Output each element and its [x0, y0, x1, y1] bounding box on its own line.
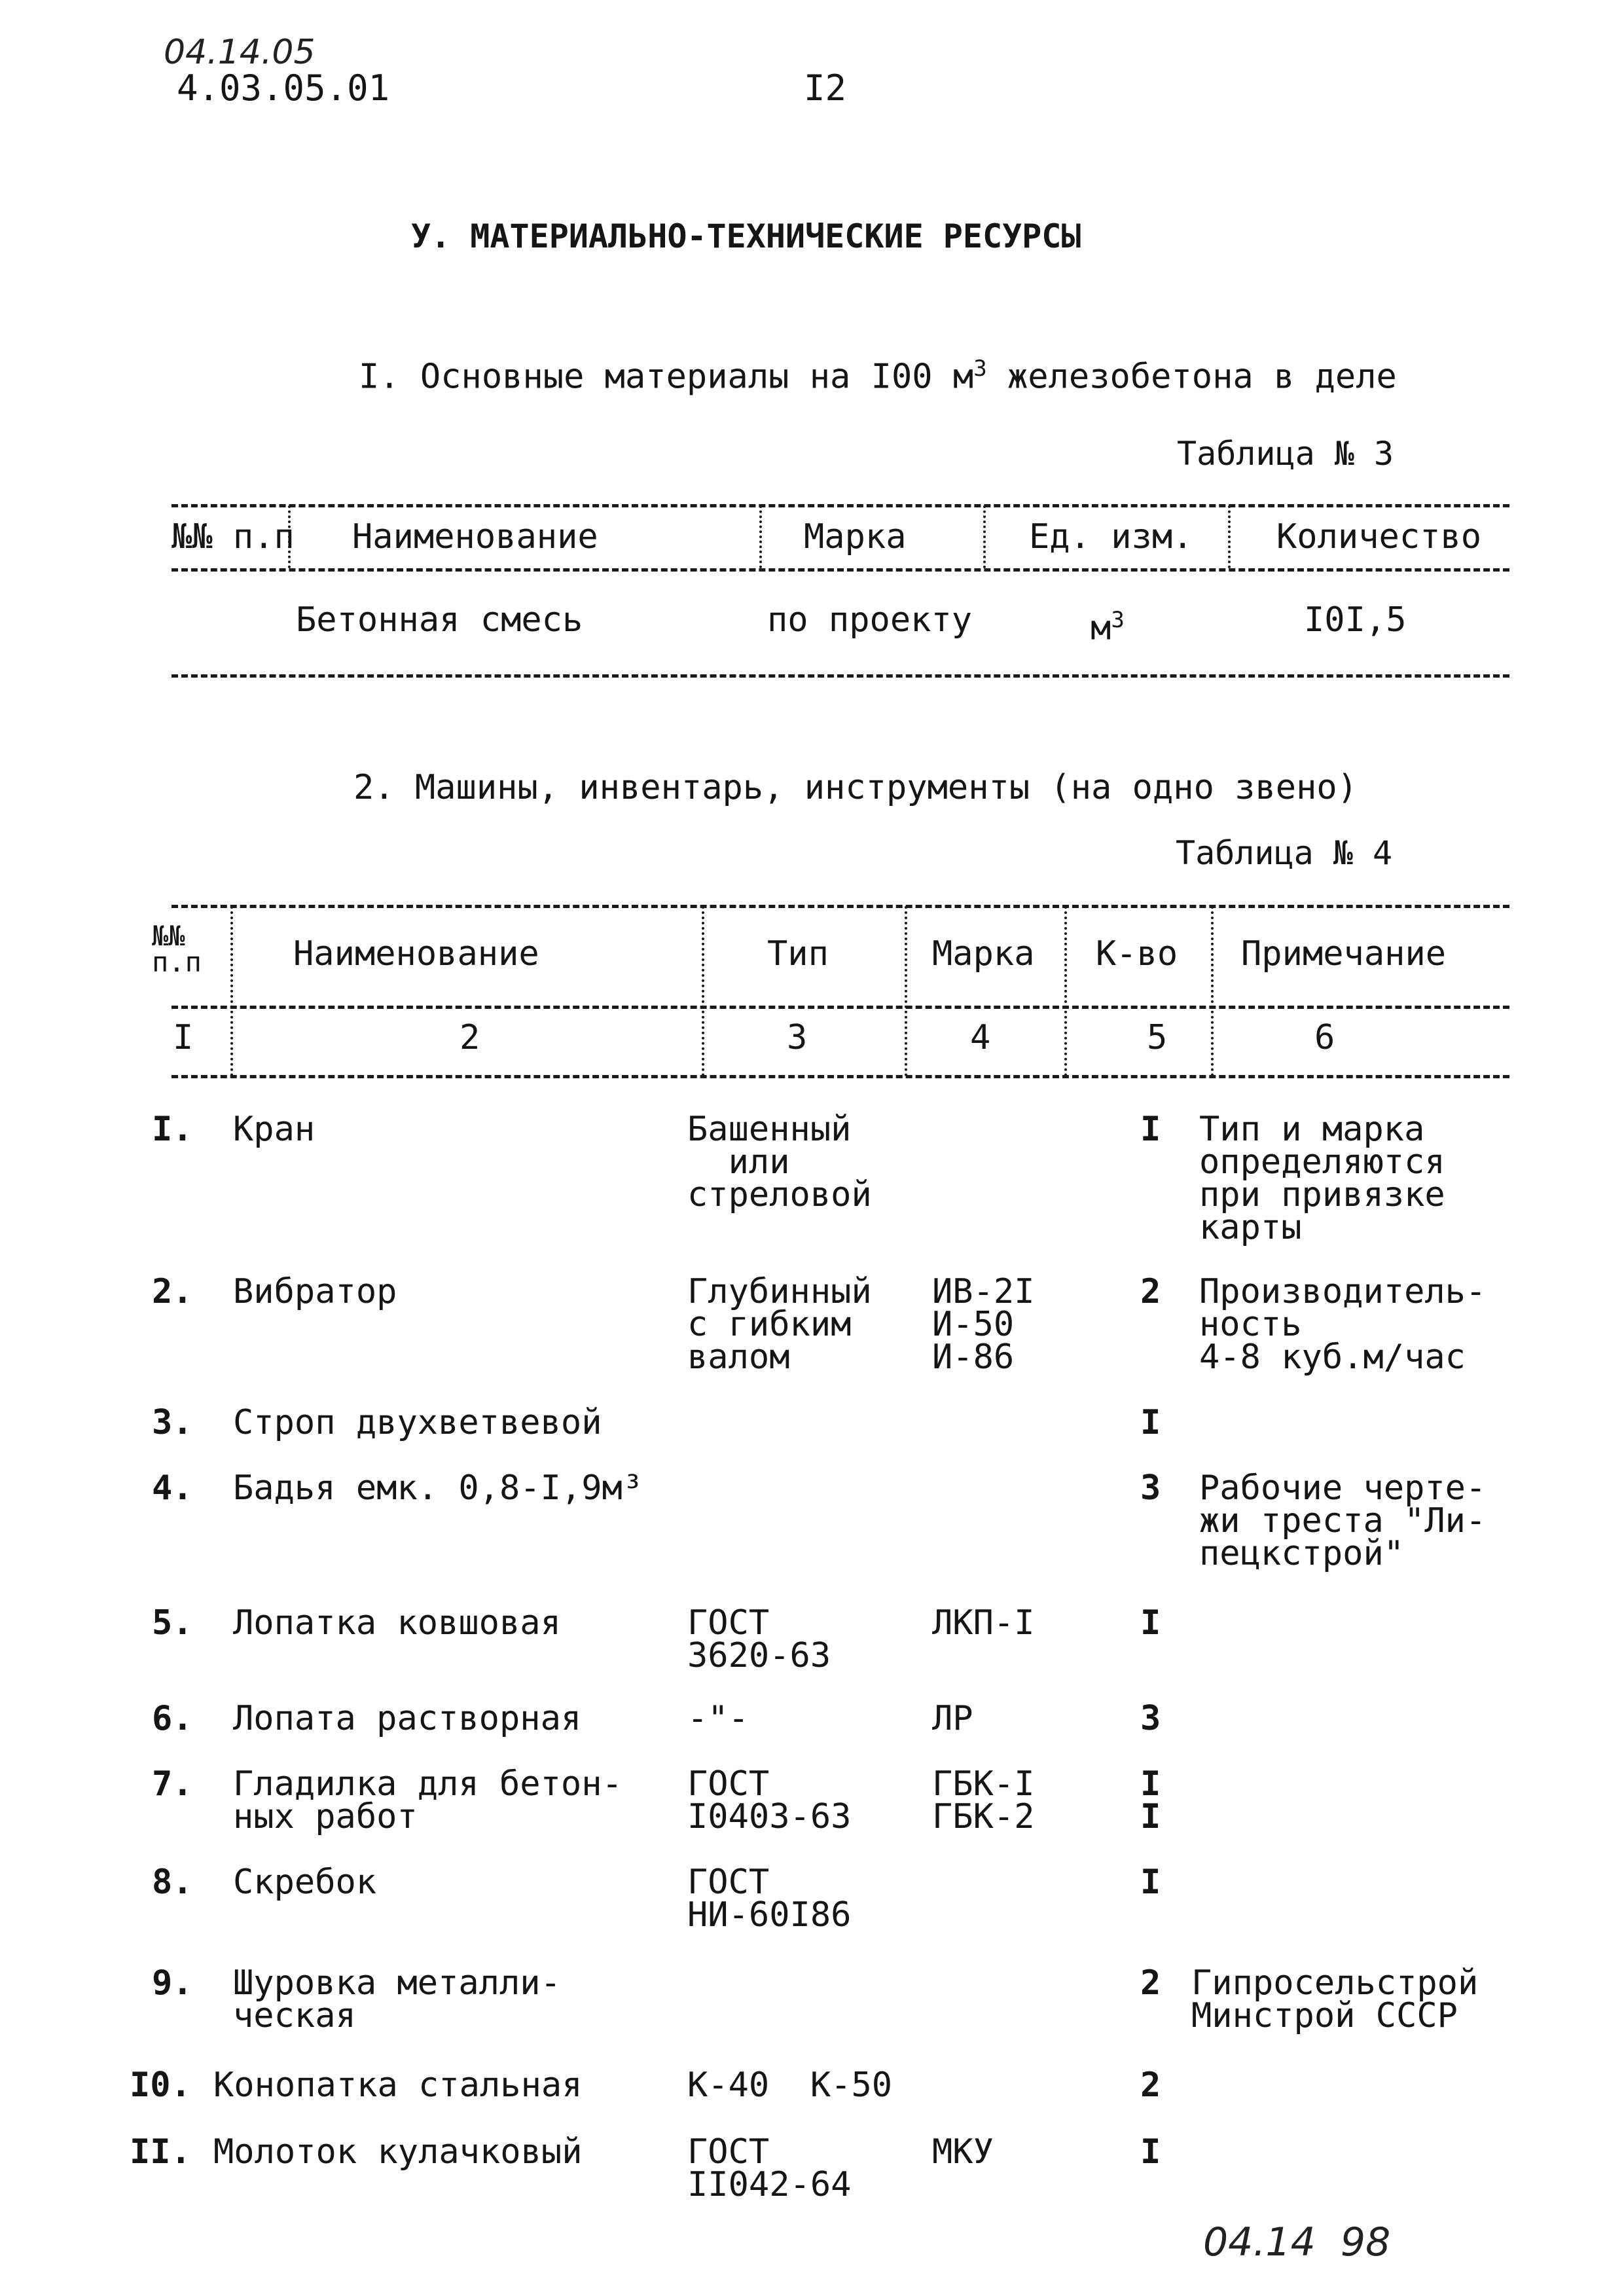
row-count: I [1140, 1403, 1161, 1442]
row-count: 2 [1140, 1963, 1161, 2003]
row-number: 3. [152, 1403, 193, 1442]
page-number: I2 [804, 67, 847, 109]
row-name: Строп двухветвевой [233, 1403, 602, 1442]
table4-col-sep [230, 906, 233, 1076]
table3-row-name: Бетонная смесь [296, 600, 583, 640]
table3-row-mark: по проекту [767, 600, 973, 640]
table4-numbers-rule [171, 1075, 1509, 1078]
row-count: I [1140, 1863, 1161, 1902]
table4-col-sep [702, 906, 704, 1076]
row-note: Производитель- ность 4-8 куб.м/час [1199, 1272, 1487, 1377]
document-code: 4.03.05.01 [177, 67, 390, 109]
table4-col-sep [1211, 906, 1214, 1076]
row-mark: МКУ [932, 2132, 994, 2172]
subsection-1-sup: 3 [973, 355, 987, 382]
row-count: I [1140, 2132, 1161, 2172]
row-type: ГОСТ 3620-63 [687, 1603, 831, 1675]
table4-col-number-1: I [173, 1018, 194, 1057]
row-number: I0. [130, 2066, 191, 2105]
table3-header-mark: Марка [804, 517, 907, 556]
table3-top-rule [171, 504, 1509, 507]
row-count: I [1140, 1603, 1161, 1643]
table4-header-mark: Марка [932, 934, 1035, 974]
row-type: Глубинный с гибким валом [687, 1272, 872, 1377]
row-type: -"- [687, 1699, 749, 1738]
table3-header-rule [171, 568, 1509, 572]
row-type: ГОСТ НИ-60I86 [687, 1863, 852, 1935]
row-mark: ГБК-I ГБК-2 [932, 1764, 1035, 1836]
table3-header-qty: Количество [1276, 517, 1482, 556]
table3-header-unit: Ед. изм. [1029, 517, 1193, 556]
row-name: Конопатка стальная [213, 2066, 583, 2105]
row-number: 2. [152, 1272, 193, 1311]
row-number: 7. [152, 1764, 193, 1804]
row-note: Тип и марка определяются при привязке карты [1199, 1110, 1445, 1247]
row-count: 2 [1140, 1272, 1161, 1311]
handwritten-code: 04.14.05 [164, 33, 316, 72]
row-note: Гипросельстрой Минстрой СССР [1191, 1963, 1479, 2035]
row-name: Кран [233, 1110, 316, 1149]
table4-header-count: К-во [1096, 934, 1178, 974]
subsection-1-text: I. Основные материалы на I00 м [359, 357, 974, 397]
row-number: 4. [152, 1468, 193, 1508]
table4-col-number-3: 3 [787, 1018, 808, 1057]
row-count: I I [1140, 1764, 1161, 1836]
row-number: II. [130, 2132, 191, 2172]
table3-bottom-rule [171, 674, 1509, 678]
table4-header-num: №№ п.п [152, 920, 202, 978]
row-number: 5. [152, 1603, 193, 1643]
table3-col-sep [1228, 505, 1231, 568]
row-type: ГОСТ I0403-63 [687, 1764, 852, 1836]
row-name: Скребок [233, 1863, 377, 1902]
row-mark: ИВ-2I И-50 И-86 [932, 1272, 1035, 1377]
row-name: Шуровка металли- ческая [233, 1963, 561, 2035]
table3-header-name: Наименование [352, 517, 598, 556]
table4-header-name: Наименование [293, 934, 539, 974]
row-name: Молоток кулачковый [213, 2132, 583, 2172]
row-count: 3 [1140, 1468, 1161, 1508]
table4-col-sep [905, 906, 907, 1076]
row-name: Лопатка ковшовая [233, 1603, 561, 1643]
table4-header-rule [171, 1006, 1509, 1009]
table3-header-num: №№ п.п [171, 517, 295, 556]
row-number: 8. [152, 1863, 193, 1902]
table4-col-number-4: 4 [970, 1018, 991, 1057]
row-count: I [1140, 1110, 1161, 1149]
row-note: Рабочие черте- жи треста "Ли- пецкстрой" [1199, 1468, 1487, 1573]
table4-col-number-6: 6 [1314, 1018, 1335, 1057]
table3-label: Таблица № 3 [1177, 435, 1394, 473]
row-mark: ЛР [932, 1699, 973, 1738]
row-number: I. [152, 1110, 193, 1149]
section-title: У. МАТЕРИАЛЬНО-ТЕХНИЧЕСКИЕ РЕСУРСЫ [411, 217, 1081, 255]
table4-label: Таблица № 4 [1176, 834, 1393, 872]
table4-header-note: Примечание [1241, 934, 1447, 974]
row-name: Гладилка для бетон- ных работ [233, 1764, 623, 1836]
row-number: 9. [152, 1963, 193, 2003]
subsection-1-text-after: железобетона в деле [1007, 357, 1397, 397]
table3-row-unit-sup: 3 [1111, 607, 1125, 633]
subsection-1-title [359, 351, 1397, 397]
table4-col-number-2: 2 [460, 1018, 480, 1057]
row-name: Лопата растворная [233, 1699, 582, 1738]
table4-col-number-5: 5 [1147, 1018, 1168, 1057]
table4-col-sep [1064, 906, 1067, 1076]
row-mark: ЛКП-I [932, 1603, 1035, 1643]
table3-row-unit [1091, 604, 1125, 648]
row-name: Бадья емк. 0,8-I,9м³ [233, 1468, 643, 1508]
handwritten-footer: 04.14 98 [1203, 2219, 1391, 2265]
row-type: Башенный или стреловой [687, 1110, 872, 1214]
row-number: 6. [152, 1699, 193, 1738]
row-type: ГОСТ II042-64 [687, 2132, 852, 2204]
row-type: К-40 К-50 [687, 2066, 893, 2105]
row-name: Вибратор [233, 1272, 397, 1311]
table3-col-sep [759, 505, 762, 568]
row-count: 2 [1140, 2066, 1161, 2105]
table4-top-rule [171, 905, 1509, 908]
subsection-2-title: 2. Машины, инвентарь, инструменты (на одно звено) [353, 768, 1358, 807]
table3-row-qty: I0I,5 [1304, 600, 1407, 640]
table4-header-type: Тип [767, 934, 829, 974]
row-count: 3 [1140, 1699, 1161, 1738]
table3-col-sep [983, 505, 986, 568]
table3-row-unit-text: м [1091, 608, 1111, 648]
